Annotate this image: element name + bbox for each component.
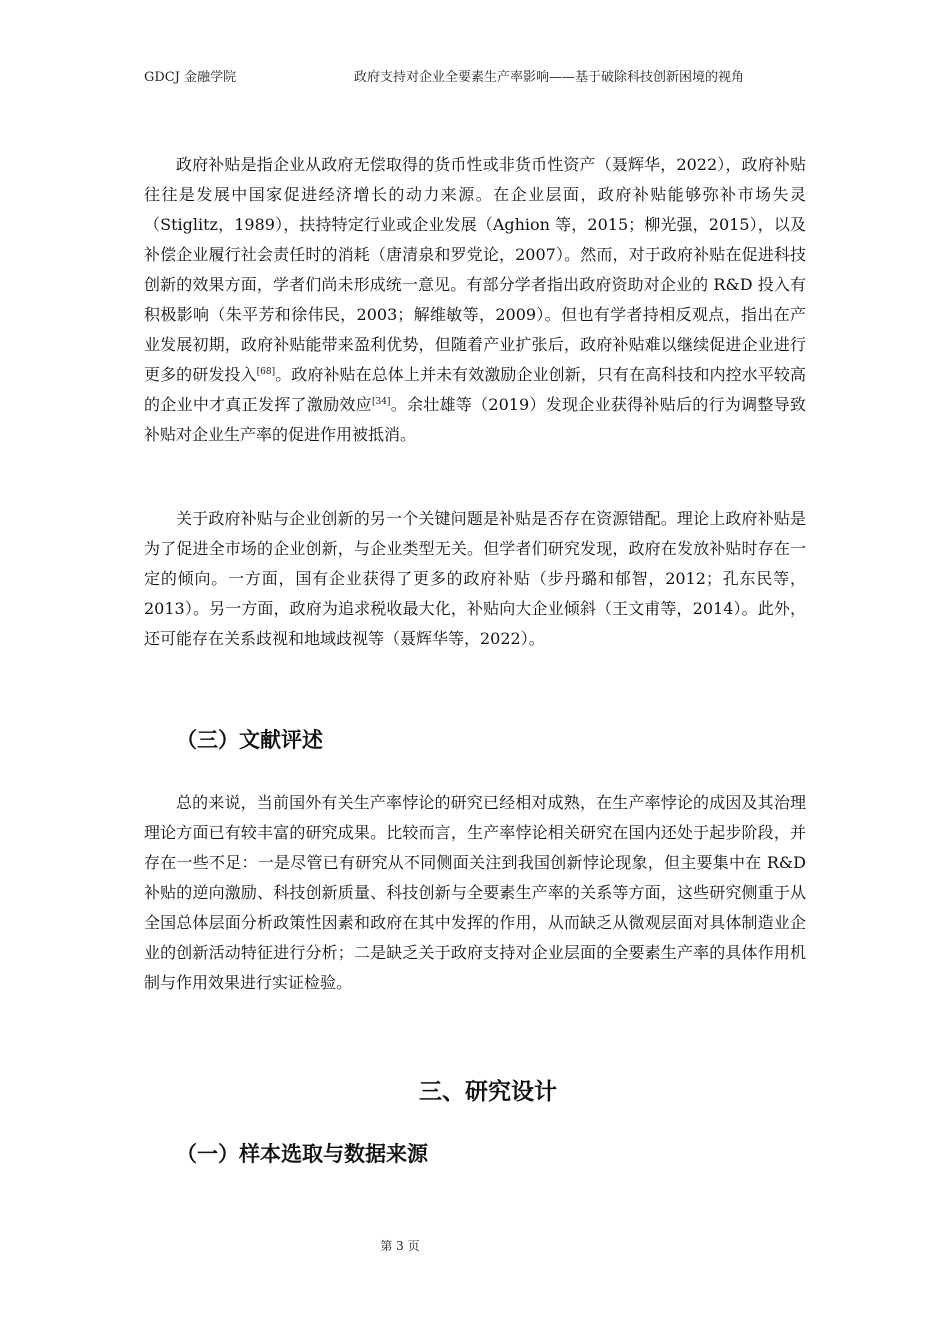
page-number: 第 3 页: [380, 1239, 420, 1253]
running-header: [144, 66, 806, 86]
heading-literature-review: （三）文献评述: [176, 728, 323, 752]
paragraph-literature-summary: 总的来说，当前国外有关生产率悖论的研究已经相对成熟，在生产率悖论的成因及其治理理论方面已有较丰富的研究成果。比较而言，生产率悖论相关研究在国内还处于起步阶段，并存在一些不足：一是尽管已有研究从不同侧面关注到我国创新悖论现象，但主要集中在 R&D 补贴的逆向激励、科技创新质量、科技创新与全要素生产率的关系等方面，这些研究侧重于从全国总体层面分析政策性因素和政府在其中发挥的作用，从而缺乏从微观层面对具体制造业企业的创新活动特征进行分析；二是缺乏关于政府支持对企业层面的全要素生产率的具体作用机制与作用效果进行实证检验。: [144, 793, 812, 992]
paragraph-text: 政府补贴是指企业从政府无偿取得的货币性或非货币性资产（聂辉华，2022），政府补贴往往是发展中国家促进经济增长的动力来源。在企业层面，政府补贴能够弥补市场失灵（Stiglitz，1989），扶持特定行业或企业发展（Aghion 等，2015；柳光强，2015），以及补偿企业履行社会责任时的消耗（唐清泉和罗党论，2007）。然而，对于政府补贴在促进科技创新的效果方面，学者们尚未形成统一意见。有部分学者指出政府资助对企业的 R&D 投入有积极影响（朱平芳和徐伟民，2003；解维敏等，2009）。但也有学者持相反观点，指出在产业发展初期，政府补贴能带来盈利优势，但随着产业扩张后，政府补贴难以继续促进企业进行更多的研发投入: [144, 155, 806, 384]
paragraph-government-subsidy: [144, 150, 806, 450]
heading-sample-data: （一）样本选取与数据来源: [176, 1142, 428, 1166]
header-paper-title: 政府支持对企业全要素生产率影响——基于破除科技创新困境的视角: [354, 70, 745, 85]
heading-research-design: 三、研究设计: [419, 1079, 557, 1105]
citation: [34]: [371, 397, 391, 407]
header-institution: GDCJ 金融学院: [144, 70, 237, 85]
paragraph-text: 。余壮雄等（2019）发现企业获得补贴后的行为调整导致补贴对企业生产率的促进作用被抵消。: [144, 395, 806, 444]
paragraph-resource-misallocation: 关于政府补贴与企业创新的另一个关键问题是补贴是否存在资源错配。理论上政府补贴是为了促进全市场的企业创新，与企业类型无关。但学者们研究发现，政府在发放补贴时存在一定的倾向。一方面，国有企业获得了更多的政府补贴（步丹璐和郁智，2012；孔东民等，2013）。另一方面，政府为追求税收最大化，补贴向大企业倾斜（王文甫等，2014）。此外，还可能存在关系歧视和地域歧视等（聂辉华等，2022）。: [144, 509, 806, 648]
paragraph-text: 。政府补贴在总体上并未有效激励企业创新，只有在高科技和内控水平较高的企业中才真正发挥了激励效应: [144, 365, 806, 414]
citation: [68]: [256, 367, 276, 377]
